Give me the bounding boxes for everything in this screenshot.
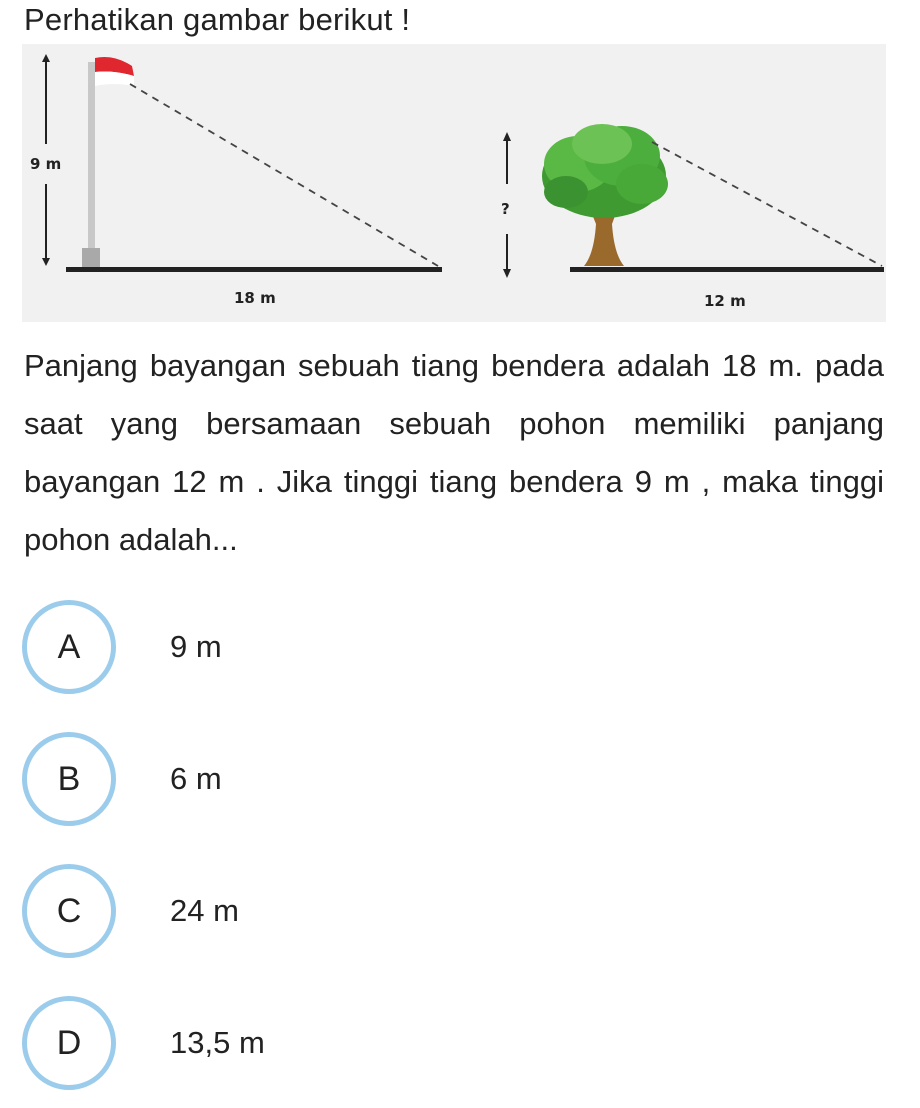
shadow-ray-left [130,84,438,266]
arrow-down-icon [503,269,511,278]
arrow-up-icon [42,54,50,62]
option-c-letter: C [56,892,82,930]
option-d[interactable] [22,996,422,1092]
flag-pole [88,62,95,270]
tree-shadow-label: 12 m [704,292,746,310]
question-text: Panjang bayangan sebuah tiang bendera adalah 18 m. pada saat yang bersamaan sebuah pohon memiliki panjang bayangan 12 m . Jika tinggi tiang bendera 9 m , maka tinggi pohon adalah... [24,348,884,557]
problem-figure [22,44,886,322]
shadow-diagram [22,44,886,322]
option-c-value: 24 m [170,893,239,928]
pole-shadow-label: 18 m [234,289,276,307]
tree-icon [542,124,668,266]
shadow-ray-right [652,142,882,266]
arrow-down-icon [42,258,50,266]
option-d-value: 13,5 m [170,1025,265,1060]
pole-height-label: 9 m [30,155,62,173]
flag-pole-scene [30,54,442,307]
ground-line-left [66,267,442,272]
instruction-text: Perhatikan gambar berikut ! [24,2,411,37]
tree-height-label: ? [501,200,510,218]
option-a-value: 9 m [170,629,222,664]
tree-scene [501,124,884,310]
pole-base [82,248,100,270]
option-c[interactable] [22,864,422,960]
option-b-letter: B [57,760,81,798]
option-a[interactable] [22,600,422,696]
arrow-up-icon [503,132,511,141]
ground-line-right [570,267,884,272]
option-b[interactable] [22,732,422,828]
option-b-value: 6 m [170,761,222,796]
flag-icon [95,57,134,86]
option-d-letter: D [56,1024,82,1062]
option-a-letter: A [57,628,81,666]
